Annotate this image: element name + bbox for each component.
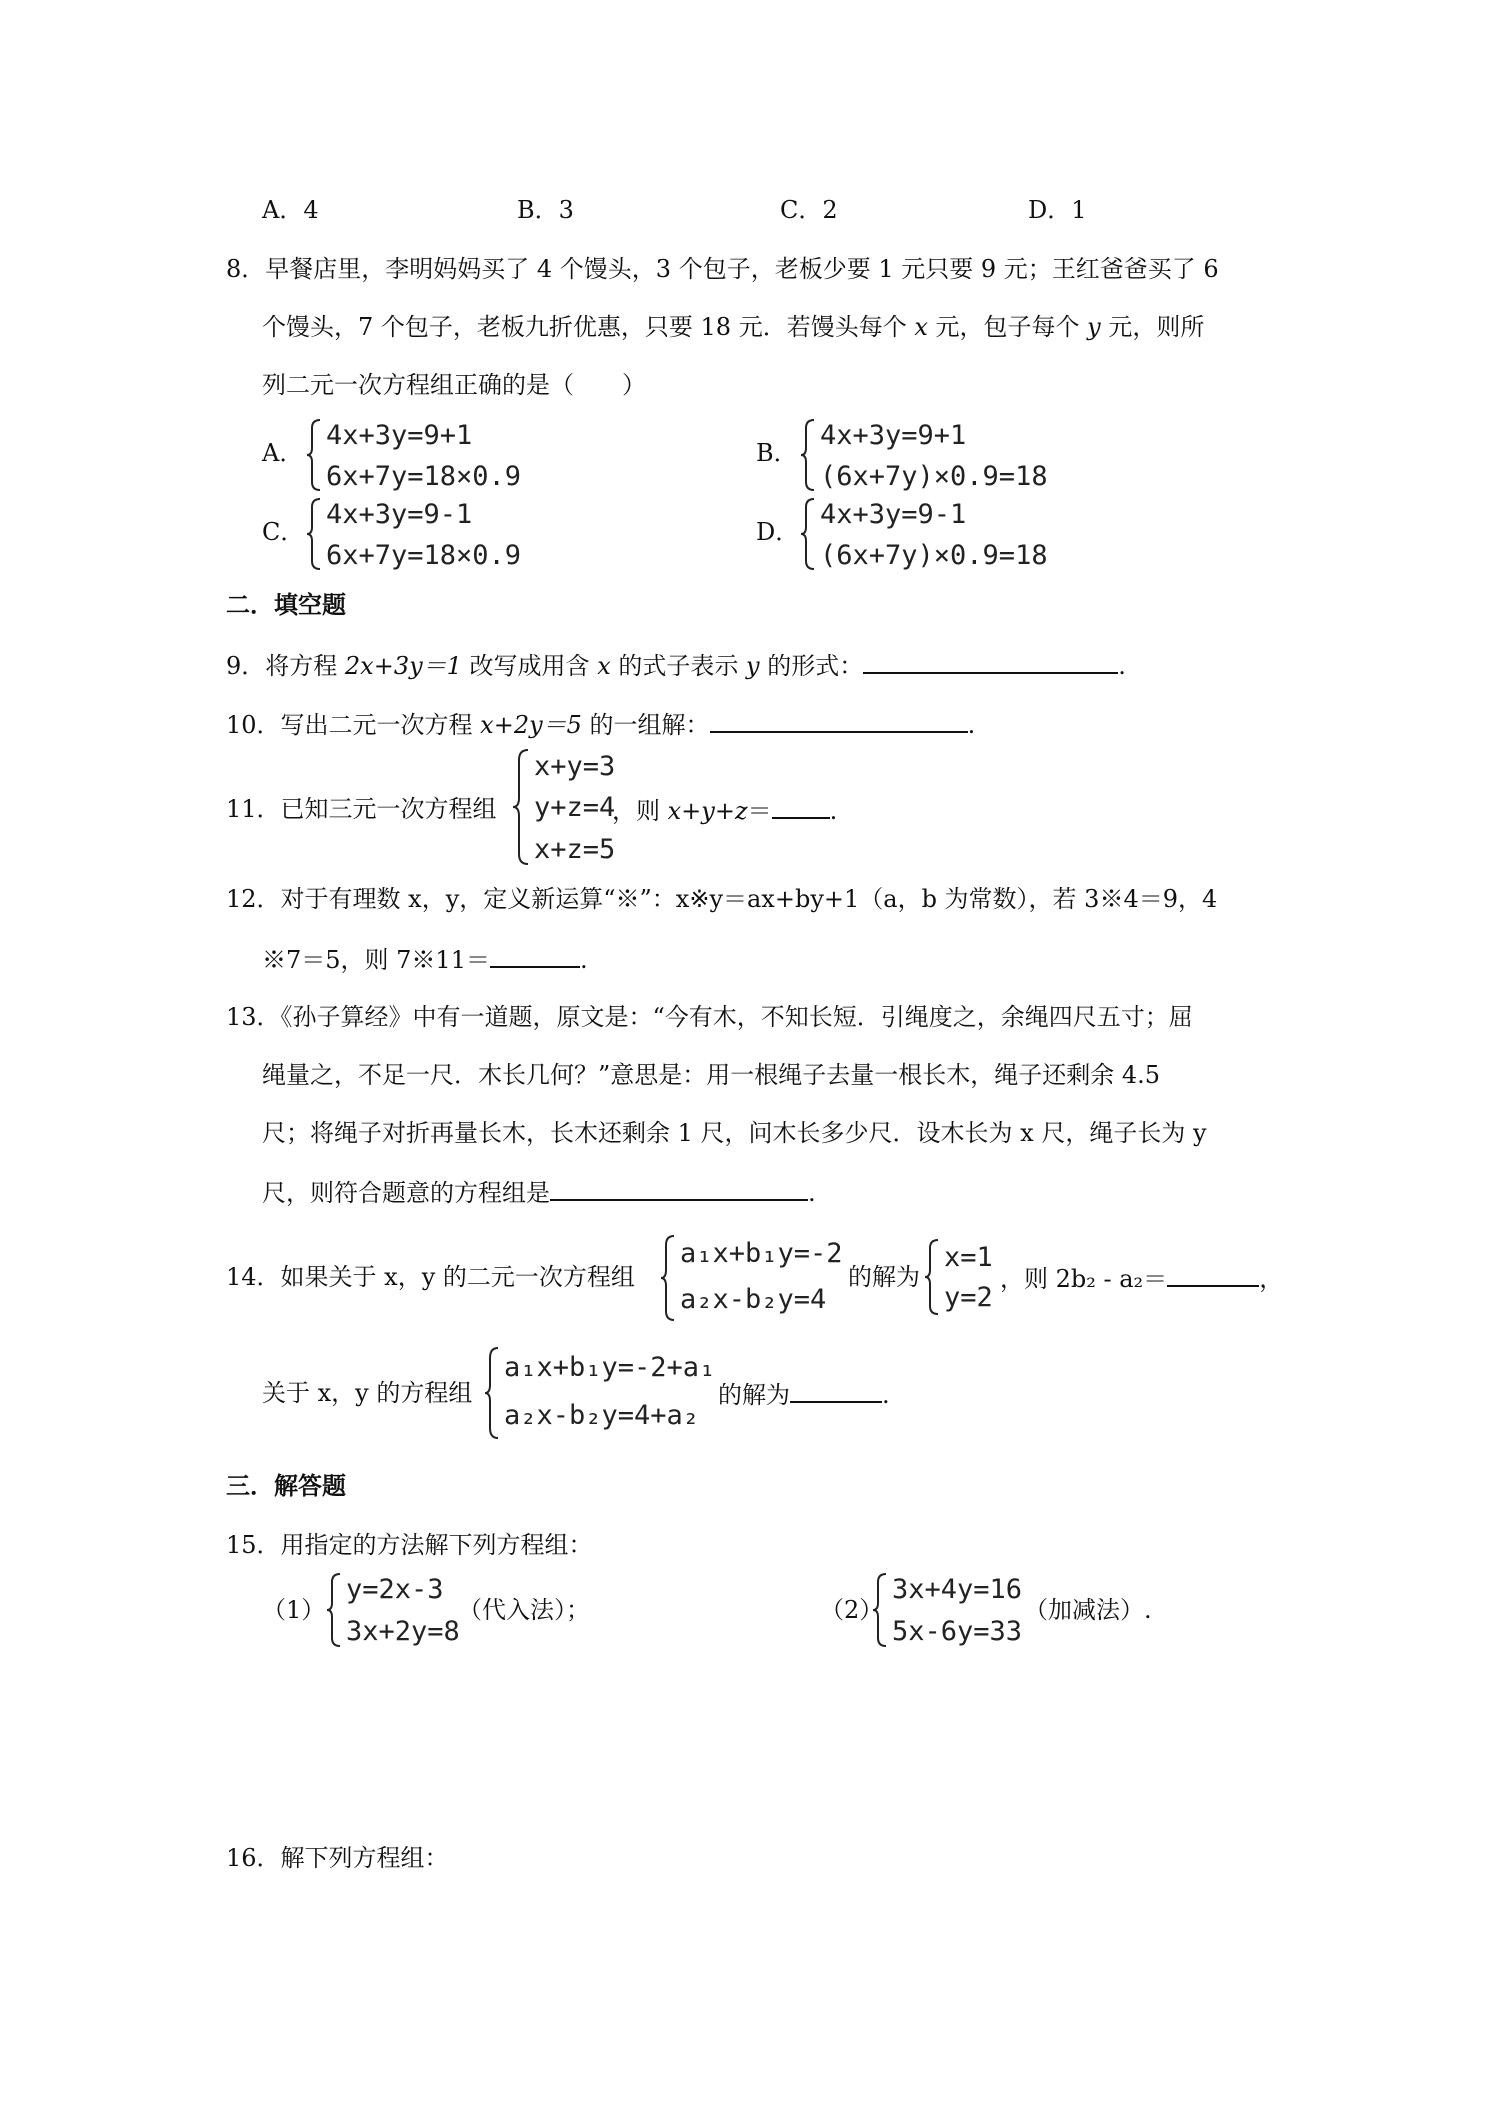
q10-end: . bbox=[967, 711, 976, 739]
q8-option-a-system bbox=[306, 418, 566, 492]
q8-var-y: y bbox=[1087, 313, 1101, 341]
brace-icon bbox=[872, 1572, 888, 1648]
section-2-title: 二．填空题 bbox=[226, 590, 346, 619]
q8-line2-c: 元，则所 bbox=[1100, 313, 1205, 341]
q8-line1: 8．早餐店里，李明妈妈买了 4 个馒头，3 个包子，老板少要 1 元只要 9 元；王红爸爸买了 6 bbox=[226, 255, 1219, 283]
q7-option-d: D．1 bbox=[1028, 196, 1087, 224]
equation: x+y=3 bbox=[534, 751, 616, 782]
q11-eqsign: ＝ bbox=[747, 797, 772, 825]
q8-line2 bbox=[262, 315, 1204, 339]
q15-part1-system bbox=[326, 1572, 466, 1648]
q9-mid2: 的式子表示 bbox=[610, 652, 746, 680]
q12-line2-text: ※7＝5，则 7※11＝ bbox=[262, 946, 490, 974]
q13-line3: 尺；将绳子对折再量长木，长木还剩余 1 尺，问木长多少尺．设木长为 x 尺，绳子长为 y bbox=[262, 1119, 1207, 1147]
q14-line2-suffix: 的解为 bbox=[718, 1381, 790, 1409]
equation: y=2x-3 bbox=[346, 1574, 444, 1605]
q10 bbox=[226, 711, 975, 737]
q15-title: 15．用指定的方法解下列方程组： bbox=[226, 1531, 593, 1559]
q11-expr: x+y+z bbox=[667, 797, 748, 825]
brace-icon bbox=[924, 1238, 940, 1316]
q13-answer-blank[interactable] bbox=[550, 1179, 808, 1201]
equation: (6x+7y)×0.9=18 bbox=[820, 540, 1048, 571]
q14-answer-blank-2[interactable] bbox=[790, 1381, 882, 1403]
q13-end: . bbox=[808, 1179, 816, 1207]
equation: 4x+3y=9+1 bbox=[820, 420, 967, 451]
q11-end: . bbox=[829, 797, 838, 825]
q8-var-x: x bbox=[914, 313, 928, 341]
q8-option-d-label: D． bbox=[756, 518, 800, 546]
q13-line1: 13．《孙子算经》中有一道题，原文是：“今有木，不知长短．引绳度之，余绳四尺五寸；屈 bbox=[226, 1003, 1193, 1031]
equation: 3x+4y=16 bbox=[892, 1574, 1023, 1605]
equation: 5x-6y=33 bbox=[892, 1616, 1023, 1647]
q10-equation: x+2y＝5 bbox=[480, 711, 582, 739]
brace-icon bbox=[306, 418, 322, 492]
q7-option-b: B．3 bbox=[517, 196, 574, 224]
q14-system-2 bbox=[484, 1346, 724, 1440]
equation: a₂x-b₂y=4+a₂ bbox=[504, 1400, 700, 1431]
q11-rest bbox=[612, 797, 837, 823]
brace-icon bbox=[800, 497, 816, 571]
q10-answer-blank[interactable] bbox=[710, 711, 968, 733]
q10-suffix: 的一组解： bbox=[581, 711, 710, 739]
q14-answer-blank-1[interactable] bbox=[1167, 1265, 1259, 1287]
q13-line4 bbox=[262, 1179, 816, 1205]
q14-prefix: 14．如果关于 x，y 的二元一次方程组 bbox=[226, 1263, 635, 1291]
q8-option-c-system bbox=[306, 497, 566, 571]
q8-line2-b: 元，包子每个 bbox=[927, 313, 1088, 341]
brace-icon bbox=[306, 497, 322, 571]
equation: a₁x+b₁y=-2+a₁ bbox=[504, 1352, 716, 1383]
q11-answer-blank[interactable] bbox=[772, 797, 830, 819]
q14-comma: ， bbox=[1259, 1265, 1284, 1293]
q9-var-x: x bbox=[597, 652, 611, 680]
equation: 4x+3y=9+1 bbox=[326, 420, 473, 451]
q8-option-b-system bbox=[800, 418, 1080, 492]
q9-mid: 改写成用含 bbox=[461, 652, 598, 680]
q14-after-text: ，则 2b₂ - a₂＝ bbox=[1000, 1265, 1168, 1293]
q8-line3: 列二元一次方程组正确的是（ ） bbox=[262, 371, 646, 399]
q14-line2-rest bbox=[718, 1381, 890, 1407]
q9-prefix: 9．将方程 bbox=[226, 652, 345, 680]
equation: (6x+7y)×0.9=18 bbox=[820, 461, 1048, 492]
q9-suffix: 的形式： bbox=[759, 652, 864, 680]
q9-end: . bbox=[1118, 652, 1126, 680]
q14-system-1 bbox=[660, 1234, 860, 1322]
q9 bbox=[226, 652, 1126, 678]
q11-mid: ，则 bbox=[612, 797, 668, 825]
q9-answer-blank[interactable] bbox=[863, 652, 1118, 674]
equation: y=2 bbox=[944, 1282, 993, 1313]
brace-icon bbox=[660, 1234, 676, 1322]
equation: 4x+3y=9-1 bbox=[820, 499, 967, 530]
q14-end: . bbox=[882, 1381, 890, 1409]
q15-part1-label: （1） bbox=[262, 1596, 326, 1624]
q12-line1: 12．对于有理数 x，y，定义新运算“※”：x※y＝ax+by+1（a，b 为常数），若 3※4＝9，4 bbox=[226, 885, 1218, 913]
q8-option-d-system bbox=[800, 497, 1080, 571]
q12-end: . bbox=[579, 946, 588, 974]
equation: x=1 bbox=[944, 1242, 993, 1273]
q14-line2-prefix: 关于 x，y 的方程组 bbox=[262, 1379, 473, 1407]
q11-system bbox=[512, 748, 622, 866]
q15-part2-system bbox=[872, 1572, 1032, 1648]
q14-solution bbox=[924, 1238, 1004, 1316]
equation: 6x+7y=18×0.9 bbox=[326, 461, 522, 492]
q13-line4-text: 尺，则符合题意的方程组是 bbox=[262, 1179, 550, 1207]
q11-prefix: 11．已知三元一次方程组 bbox=[226, 795, 497, 823]
q15-part2-label: （2） bbox=[820, 1596, 884, 1624]
q13-line2: 绳量之，不足一尺．木长几何？”意思是：用一根绳子去量一根长木，绳子还剩余 4.5 bbox=[262, 1061, 1161, 1089]
equation: 6x+7y=18×0.9 bbox=[326, 540, 522, 571]
q8-line2-a: 个馒头，7 个包子，老板九折优惠，只要 18 元．若馒头每个 bbox=[262, 313, 915, 341]
q14-after bbox=[1000, 1265, 1283, 1291]
brace-icon bbox=[512, 748, 530, 866]
q16-title: 16．解下列方程组： bbox=[226, 1844, 449, 1872]
q14-mid: 的解为 bbox=[848, 1263, 920, 1291]
q12-answer-blank[interactable] bbox=[490, 946, 580, 968]
q8-option-a-label: A． bbox=[262, 439, 304, 467]
equation: y+z=4 bbox=[534, 792, 616, 823]
q8-option-b-label: B． bbox=[756, 439, 798, 467]
q12-line2 bbox=[262, 946, 588, 972]
q15-part2-method: （加减法）. bbox=[1024, 1596, 1152, 1624]
equation: a₁x+b₁y=-2 bbox=[680, 1238, 843, 1269]
equation: 3x+2y=8 bbox=[346, 1616, 460, 1647]
equation: 4x+3y=9-1 bbox=[326, 499, 473, 530]
q9-var-y: y bbox=[746, 652, 760, 680]
q9-equation: 2x+3y＝1 bbox=[344, 652, 462, 680]
q15-part1-method: （代入法）； bbox=[458, 1596, 590, 1624]
q8-option-c-label: C． bbox=[262, 518, 305, 546]
equation: x+z=5 bbox=[534, 834, 616, 865]
section-3-title: 三．解答题 bbox=[226, 1471, 346, 1500]
q7-option-c: C．2 bbox=[780, 196, 838, 224]
equation: a₂x-b₂y=4 bbox=[680, 1284, 827, 1315]
brace-icon bbox=[484, 1346, 500, 1440]
q10-prefix: 10．写出二元一次方程 bbox=[226, 711, 481, 739]
brace-icon bbox=[800, 418, 816, 492]
brace-icon bbox=[326, 1572, 342, 1648]
q7-option-a: A．4 bbox=[262, 196, 319, 224]
